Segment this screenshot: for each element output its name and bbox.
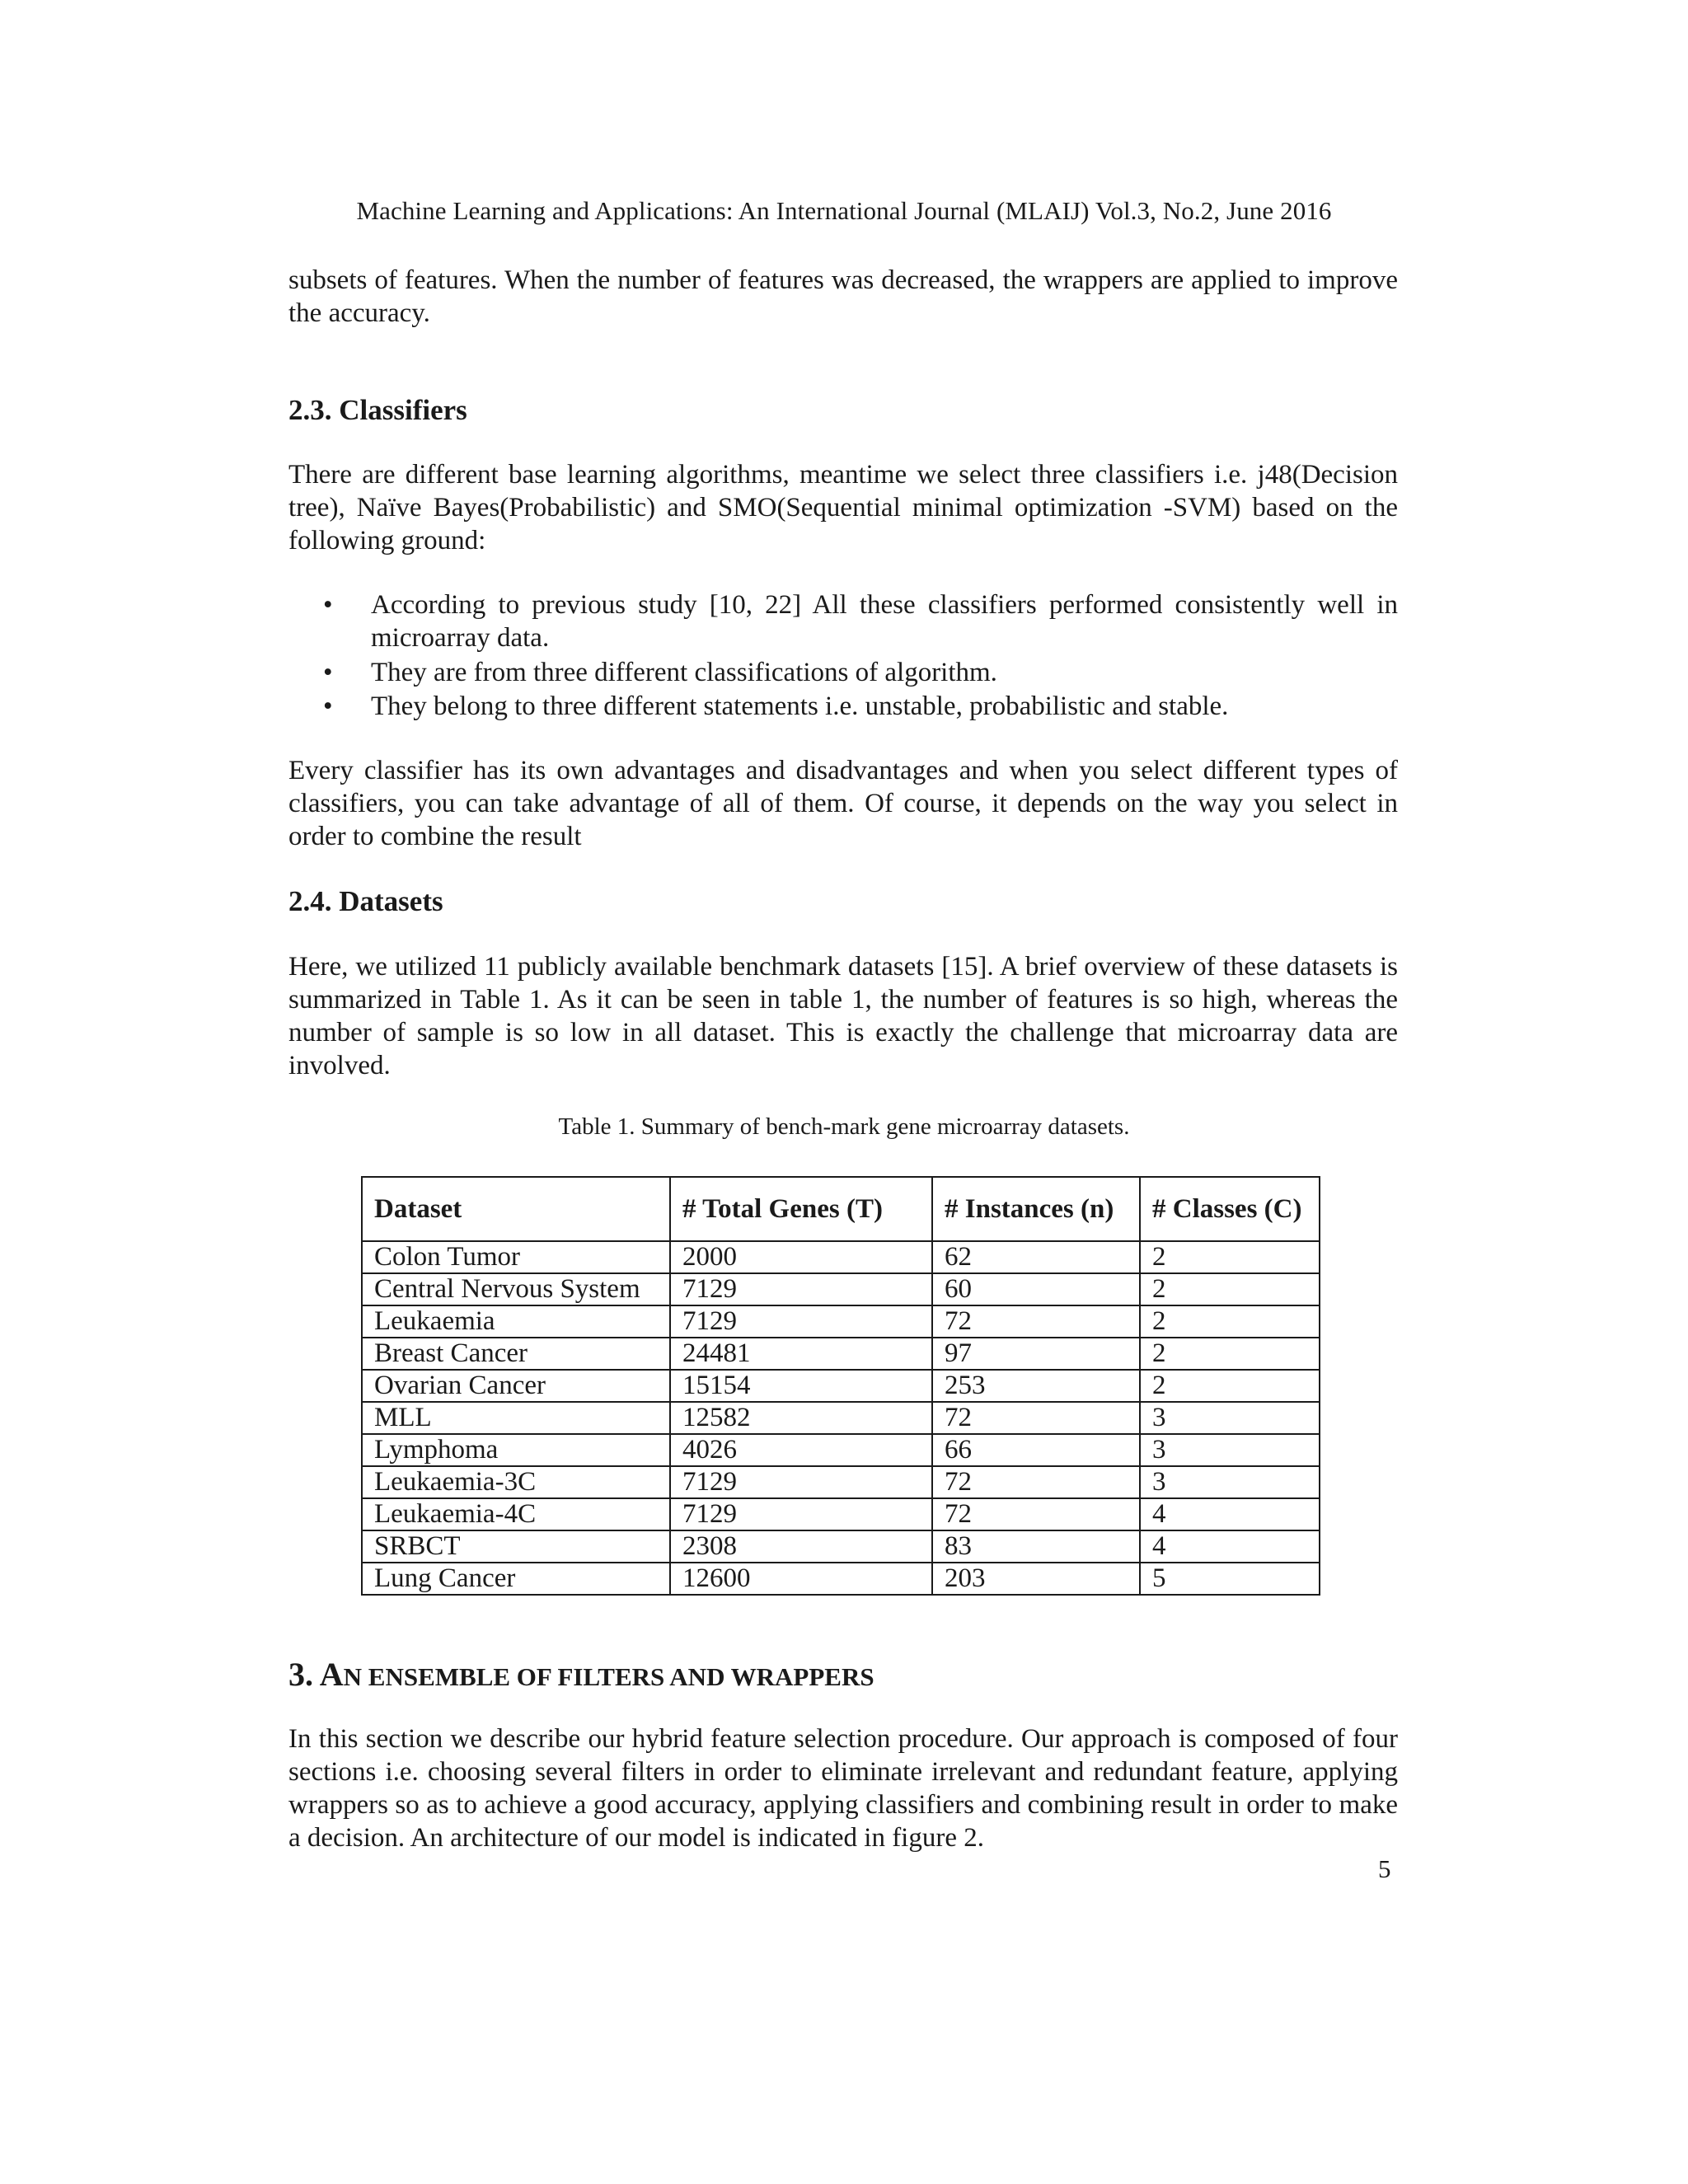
table-cell: 2308: [670, 1530, 932, 1563]
table-cell: 24481: [670, 1338, 932, 1370]
table-cell: 4026: [670, 1434, 932, 1466]
closing-paragraph: Every classifier has its own advantages and disadvantages and when you select different types of classifiers, you can take advantage of all of them. Of course, it depends on the way you select in order to combine the result: [288, 756, 1398, 851]
table-cell: 7129: [670, 1273, 932, 1305]
table-row: [362, 1563, 1320, 1595]
section-2-3-body: [288, 458, 1398, 557]
table-header-row: [362, 1177, 1320, 1241]
section-2-4: [288, 885, 1398, 918]
column-header: Dataset: [362, 1177, 670, 1241]
table-cell: SRBCT: [362, 1530, 670, 1563]
table-row: [362, 1530, 1320, 1563]
table-cell: 72: [932, 1402, 1140, 1434]
section-2-3: [288, 394, 1398, 427]
table-cell: Central Nervous System: [362, 1273, 670, 1305]
table-cell: 2: [1140, 1305, 1320, 1338]
table-cell: 15154: [670, 1370, 932, 1402]
column-header: # Instances (n): [932, 1177, 1140, 1241]
table-cell: 60: [932, 1273, 1140, 1305]
table-cell: Colon Tumor: [362, 1241, 670, 1273]
table-row: [362, 1466, 1320, 1498]
table-caption: Table 1. Summary of bench-mark gene microarray datasets.: [558, 1113, 1130, 1140]
table-cell: 4: [1140, 1498, 1320, 1530]
table-cell: 72: [932, 1498, 1140, 1530]
table-cell: Lymphoma: [362, 1434, 670, 1466]
table-cell: Breast Cancer: [362, 1338, 670, 1370]
section-3-body: [288, 1722, 1398, 1854]
table-row: [362, 1305, 1320, 1338]
datasets-table: [361, 1176, 1320, 1596]
table-cell: 3: [1140, 1434, 1320, 1466]
classifier-reasons-list: [288, 588, 1398, 723]
table-row: [362, 1241, 1320, 1273]
table-cell: 62: [932, 1241, 1140, 1273]
table-cell: 83: [932, 1530, 1140, 1563]
table-body: [362, 1241, 1320, 1595]
table-cell: 66: [932, 1434, 1140, 1466]
table-cell: Ovarian Cancer: [362, 1370, 670, 1402]
table-row: [362, 1402, 1320, 1434]
table-cell: 12582: [670, 1402, 932, 1434]
table-cell: 2: [1140, 1338, 1320, 1370]
bullet-icon: •: [323, 691, 333, 721]
list-item: • They are from three different classifications of algorithm.: [323, 658, 997, 687]
table-cell: 7129: [670, 1305, 932, 1338]
table-cell: 5: [1140, 1563, 1320, 1595]
table-row: [362, 1370, 1320, 1402]
table-cell: 97: [932, 1338, 1140, 1370]
section-heading: 2.3. Classifiers: [288, 394, 467, 426]
table-row: [362, 1273, 1320, 1305]
section-2-4-body: [288, 950, 1398, 1082]
list-item: • They belong to three different statements i.e. unstable, probabilistic and stable.: [323, 691, 1229, 721]
table-cell: 12600: [670, 1563, 932, 1595]
section-2-3-closing: [288, 754, 1398, 853]
table-cell: 3: [1140, 1402, 1320, 1434]
intro-text-block: [288, 264, 1398, 330]
table-cell: 253: [932, 1370, 1140, 1402]
table-cell: 2000: [670, 1241, 932, 1273]
table-cell: 72: [932, 1466, 1140, 1498]
page-number: 5: [1378, 1854, 1391, 1883]
table-cell: 7129: [670, 1466, 932, 1498]
section-heading: 3. AN ENSEMBLE OF FILTERS AND WRAPPERS: [288, 1656, 874, 1693]
table-row: [362, 1498, 1320, 1530]
table-row: [362, 1434, 1320, 1466]
bullet-icon: •: [323, 658, 333, 687]
table-cell: 7129: [670, 1498, 932, 1530]
table-cell: 72: [932, 1305, 1140, 1338]
table-cell: 2: [1140, 1273, 1320, 1305]
list-item: • According to previous study [10, 22] All these classifiers performed consistently well in microarray data.: [323, 590, 1398, 653]
table-cell: MLL: [362, 1402, 670, 1434]
table-cell: 3: [1140, 1466, 1320, 1498]
table-cell: Leukaemia-3C: [362, 1466, 670, 1498]
intro-paragraph: subsets of features. When the number of features was decreased, the wrappers are applied to improve the accuracy.: [288, 265, 1398, 328]
section-3: [288, 1658, 1398, 1694]
table-cell: 2: [1140, 1370, 1320, 1402]
running-header: Machine Learning and Applications: An International Journal (MLAIJ) Vol.3, No.2, June 2016: [356, 196, 1332, 225]
table-cell: Leukaemia: [362, 1305, 670, 1338]
bullet-icon: •: [323, 590, 333, 620]
table-cell: 4: [1140, 1530, 1320, 1563]
column-header: # Total Genes (T): [670, 1177, 932, 1241]
table-cell: 203: [932, 1563, 1140, 1595]
table-cell: Leukaemia-4C: [362, 1498, 670, 1530]
table-row: [362, 1338, 1320, 1370]
column-header: # Classes (C): [1140, 1177, 1320, 1241]
datasets-paragraph: Here, we utilized 11 publicly available benchmark datasets [15]. A brief overview of these datasets is summarized in Table 1. As it can be seen in table 1, the number of features is so high, whereas the number of sample is so low in all dataset. This is exactly the challenge that microarray data are involved.: [288, 952, 1398, 1080]
classifiers-paragraph: There are different base learning algorithms, meantime we select three classifiers i.e. j48(Decision tree), Naïve Bayes(Probabilistic) and SMO(Sequential minimal optimization -SVM) based on the following ground:: [288, 460, 1398, 555]
section-heading: 2.4. Datasets: [288, 885, 443, 917]
approach-paragraph: In this section we describe our hybrid feature selection procedure. Our approach is composed of four sections i.e. choosing several filters in order to eliminate irrelevant and redundant feature, applying wrappers so as to achieve a good accuracy, applying classifiers and combining result in order to make a decision. An architecture of our model is indicated in figure 2.: [288, 1724, 1398, 1853]
table-cell: 2: [1140, 1241, 1320, 1273]
table-cell: Lung Cancer: [362, 1563, 670, 1595]
